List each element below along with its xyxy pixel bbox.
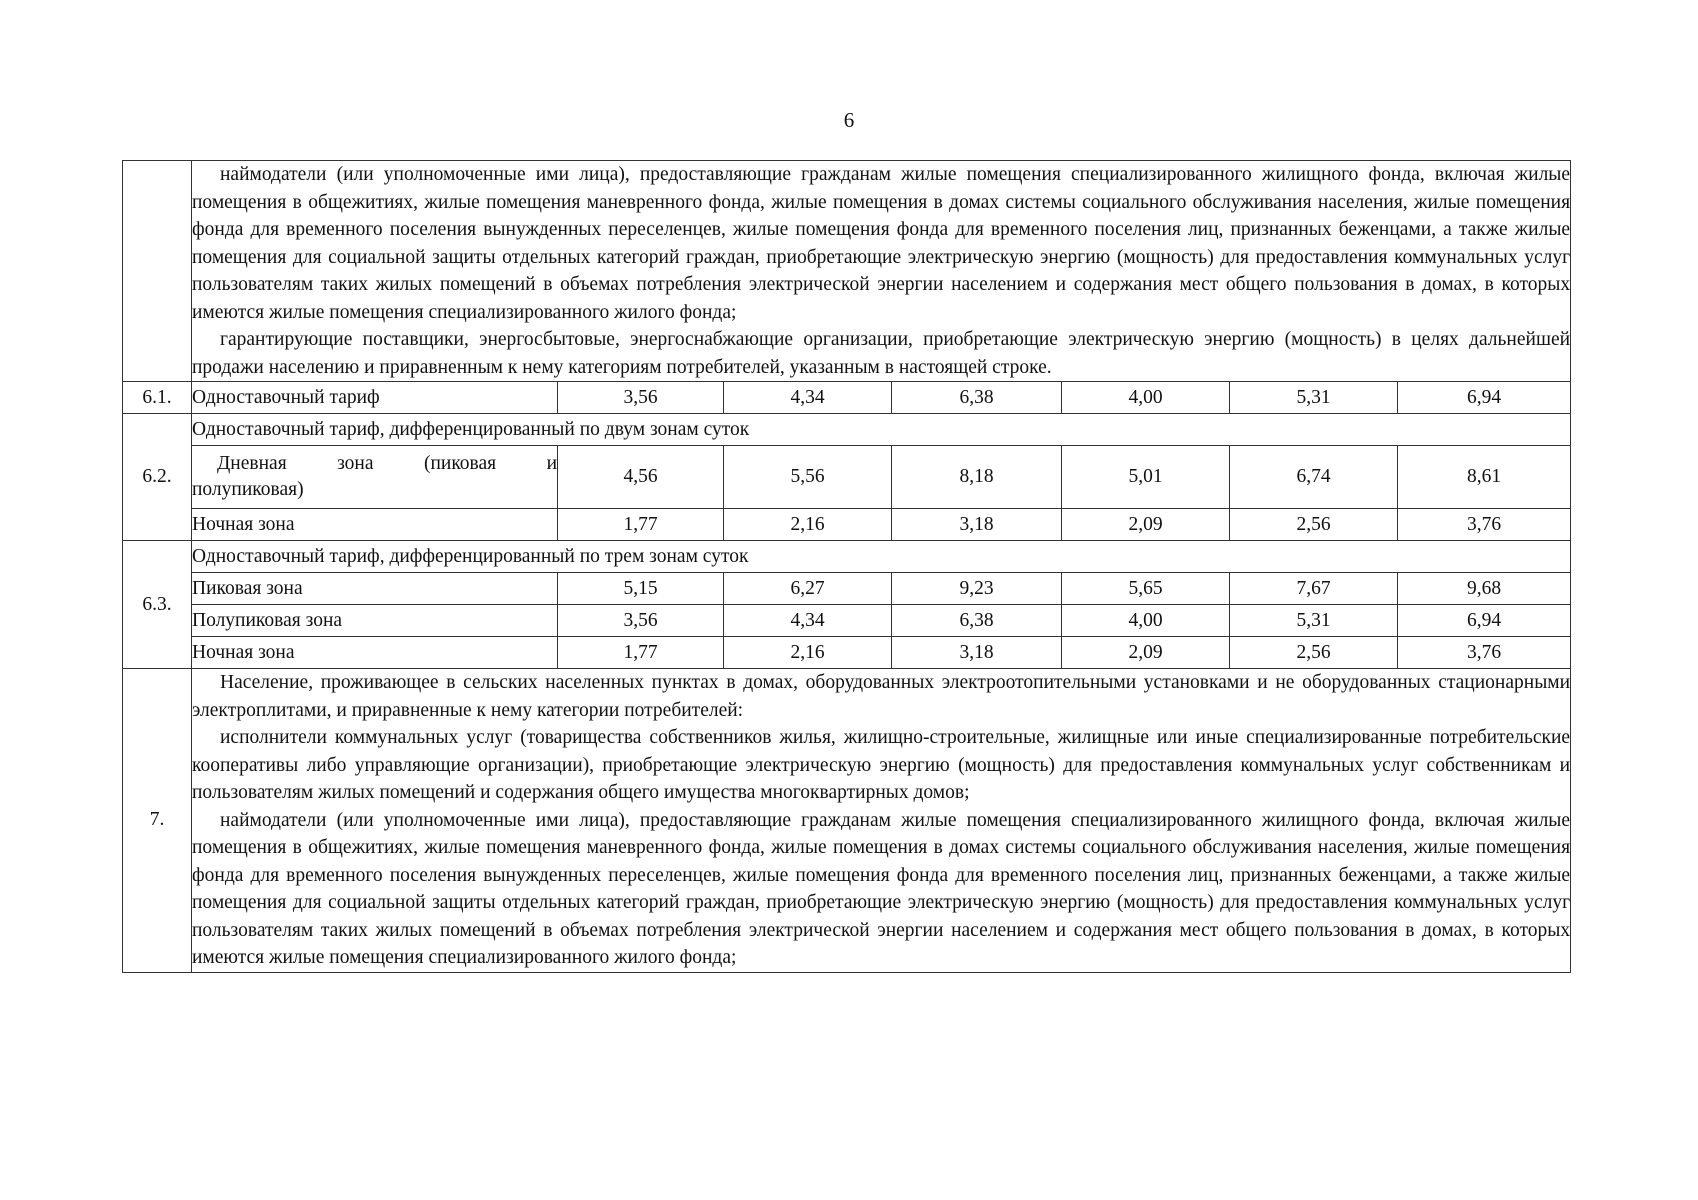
tariff-value: 2,56 (1230, 509, 1398, 541)
tariff-value: 4,00 (1062, 382, 1230, 414)
row-number: 6.2. (123, 414, 192, 541)
tariff-value: 5,65 (1062, 573, 1230, 605)
table-row-6-3-peak (123, 573, 1571, 605)
tariff-label: Ночная зона (192, 509, 558, 541)
tariff-value: 2,09 (1062, 509, 1230, 541)
tariff-value: 3,76 (1398, 509, 1571, 541)
continuation-text-cell (192, 161, 1571, 382)
table-row-6-3-night (123, 637, 1571, 669)
tariff-value: 5,31 (1230, 605, 1398, 637)
category-text-cell (192, 669, 1571, 973)
tariff-value: 3,18 (892, 637, 1062, 669)
tariff-value: 8,61 (1398, 446, 1571, 509)
tariff-value: 6,38 (892, 605, 1062, 637)
section-heading: Одноставочный тариф, дифференцированный по трем зонам суток (192, 541, 1571, 573)
tariff-value: 4,00 (1062, 605, 1230, 637)
tariff-value: 1,77 (558, 637, 724, 669)
tariff-label: Одноставочный тариф (192, 382, 558, 414)
tariff-value: 2,16 (724, 509, 892, 541)
tariff-value: 3,76 (1398, 637, 1571, 669)
page-number: 6 (843, 108, 855, 132)
tariff-value: 5,31 (1230, 382, 1398, 414)
table-row-6-2-day (123, 446, 1571, 509)
tariff-value: 6,94 (1398, 382, 1571, 414)
tariff-value: 2,16 (724, 637, 892, 669)
tariff-value: 6,38 (892, 382, 1062, 414)
tariff-value: 5,56 (724, 446, 892, 509)
tariff-value: 2,56 (1230, 637, 1398, 669)
tariff-table (122, 160, 1571, 973)
label-word: и (546, 453, 557, 474)
tariff-value: 1,77 (558, 509, 724, 541)
table-row-7 (123, 669, 1571, 973)
label-line: полупиковая) (192, 479, 304, 500)
table-row-continuation (123, 161, 1571, 382)
tariff-value: 4,34 (724, 382, 892, 414)
tariff-value: 5,01 (1062, 446, 1230, 509)
tariff-value: 6,94 (1398, 605, 1571, 637)
tariff-value: 5,15 (558, 573, 724, 605)
paragraph: наймодатели (или уполномоченные ими лица), предоставляющие гражданам жилые помещения специализированного жилищного фонда, включая жилые помещения в общежитиях, жилые помещения маневренного фонда, жилые помещения в домах системы социального обслуживания населения, жилые помещения фонда для временного поселения вынужденных переселенцев, жилые помещения фонда для временного поселения лиц, признанных беженцами, а также жилые помещения для социальной защиты отдельных категорий граждан, приобретающие электрическую энергию (мощность) для предоставления коммунальных услуг пользователям таких жилых помещений в объемах потребления электрической энергии населением и содержания мест общего пользования в домах, в которых имеются жилые помещения специализированного жилого фонда; (192, 164, 1571, 323)
tariff-value: 9,23 (892, 573, 1062, 605)
paragraph: наймодатели (или уполномоченные ими лица), предоставляющие гражданам жилые помещения специализированного жилищного фонда, включая жилые помещения в общежитиях, жилые помещения маневренного фонда, жилые помещения в домах системы социального обслуживания населения, жилые помещения фонда для временного поселения вынужденных переселенцев, жилые помещения фонда для временного поселения лиц, признанных беженцами, а также жилые помещения для социальной защиты отдельных категорий граждан, приобретающие электрическую энергию (мощность) для предоставления коммунальных услуг пользователям таких жилых помещений в объемах потребления электрической энергии населением и содержания мест общего пользования в домах, в которых имеются жилые помещения специализированного жилого фонда; (192, 809, 1571, 968)
paragraph: Население, проживающее в сельских населенных пунктах в домах, оборудованных электроотопительными установками и не оборудованных стационарными электроплитами, и приравненные к нему категории потребителей: (192, 672, 1571, 721)
tariff-label: Полупиковая зона (192, 605, 558, 637)
tariff-value: 8,18 (892, 446, 1062, 509)
label-word: (пиковая (423, 453, 497, 474)
tariff-value: 2,09 (1062, 637, 1230, 669)
table-row-6-1 (123, 382, 1571, 414)
section-heading: Одноставочный тариф, дифференцированный по двум зонам суток (192, 414, 1571, 446)
table-row-6-3-half-peak (123, 605, 1571, 637)
tariff-label (192, 446, 558, 509)
row-number: 7. (123, 669, 192, 973)
row-number: 6.1. (123, 382, 192, 414)
tariff-value: 3,56 (558, 382, 724, 414)
paragraph: исполнители коммунальных услуг (товарищества собственников жилья, жилищно-строительные, жилищные или иные специализированные потребительские кооперативы либо управляющие организации), приобретающие электрическую энергию (мощность) для предоставления коммунальных услуг собственникам и пользователям жилых помещений и содержания общего имущества многоквартирных домов; (192, 727, 1571, 803)
tariff-value: 6,27 (724, 573, 892, 605)
tariff-value: 4,34 (724, 605, 892, 637)
tariff-value: 9,68 (1398, 573, 1571, 605)
tariff-value: 3,18 (892, 509, 1062, 541)
table-row-6-2-night (123, 509, 1571, 541)
table-row-6-2-heading (123, 414, 1571, 446)
label-word: Дневная (217, 453, 287, 474)
tariff-label: Ночная зона (192, 637, 558, 669)
table-row-6-3-heading (123, 541, 1571, 573)
label-word: зона (337, 453, 374, 474)
tariff-value: 3,56 (558, 605, 724, 637)
tariff-value: 7,67 (1230, 573, 1398, 605)
tariff-value: 4,56 (558, 446, 724, 509)
tariff-value: 6,74 (1230, 446, 1398, 509)
row-number: 6.3. (123, 541, 192, 669)
paragraph: гарантирующие поставщики, энергосбытовые, энергоснабжающие организации, приобретающие электрическую энергию (мощность) в целях дальнейшей продажи населению и приравненным к нему категориям потребителей, указанным в настоящей строке. (192, 329, 1571, 378)
row-number-cell-empty (123, 161, 192, 382)
tariff-label: Пиковая зона (192, 573, 558, 605)
